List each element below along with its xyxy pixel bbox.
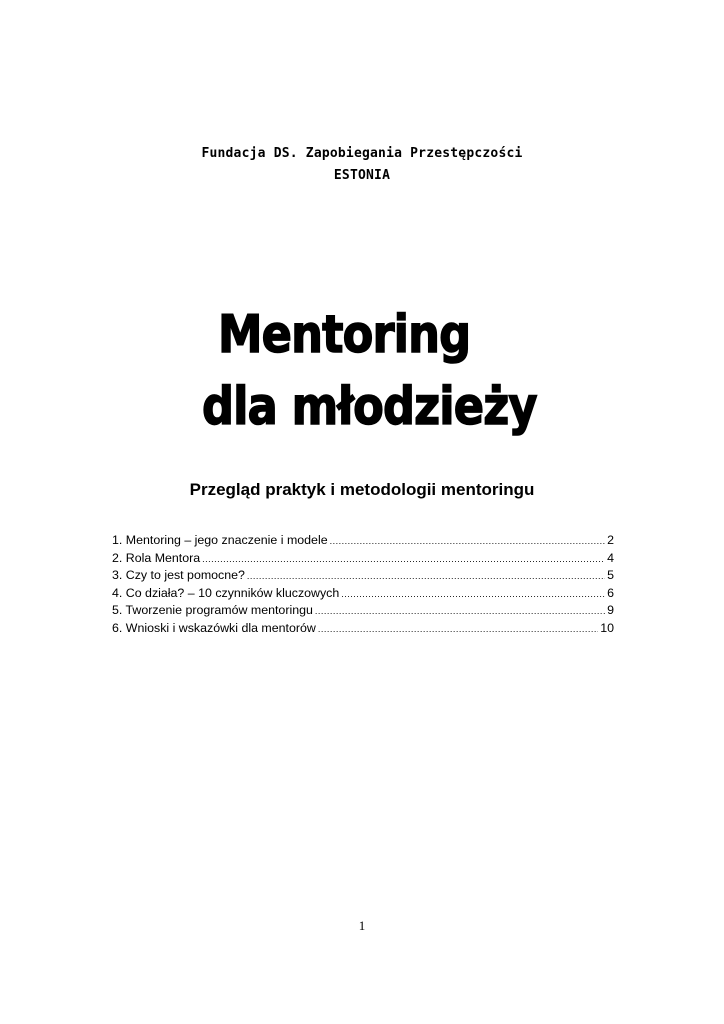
toc-dot-leader [330, 536, 606, 546]
document-subtitle: Przegląd praktyk i metodologii mentoringu [189, 480, 535, 499]
toc-entry-page: 9 [607, 603, 614, 617]
toc-entry-label: 5. Tworzenie programów mentoringu [112, 603, 313, 617]
toc-dot-leader [318, 624, 598, 634]
toc-entry[interactable] [112, 603, 614, 621]
toc-entry-label: 1. Mentoring – jego znaczenie i modele [112, 533, 328, 547]
toc-entry-page: 5 [607, 568, 614, 582]
toc-entry-page: 4 [607, 550, 614, 565]
toc-dot-leader [247, 571, 605, 581]
toc-entry[interactable] [112, 621, 614, 639]
toc-entry[interactable] [112, 551, 614, 569]
toc-entry[interactable] [112, 586, 614, 604]
toc-entry-label: 2. Rola Mentora [112, 550, 201, 565]
toc-entry[interactable] [112, 533, 614, 551]
toc-entry-label: 4. Co działa? – 10 czynników kluczowych [112, 585, 340, 600]
toc-dot-leader [341, 589, 605, 599]
table-of-contents [112, 533, 614, 638]
organization-country: ESTONIA [333, 168, 391, 183]
organization-name: Fundacja DS. Zapobiegania Przestępczości [201, 146, 523, 161]
toc-entry-label: 6. Wnioski i wskazówki dla mentorów [112, 620, 316, 635]
toc-entry[interactable] [112, 568, 614, 586]
toc-entry-page: 2 [607, 533, 614, 547]
toc-entry-label: 3. Czy to jest pomocne? [112, 568, 245, 582]
toc-dot-leader [315, 606, 605, 616]
document-title-line-2: dla młodzieży [202, 377, 537, 437]
toc-entry-page: 10 [600, 620, 614, 635]
document-title-line-1: Mentoring [218, 305, 471, 365]
toc-entry-page: 6 [607, 585, 614, 600]
toc-dot-leader [202, 554, 605, 564]
page-number: 1 [358, 918, 366, 933]
